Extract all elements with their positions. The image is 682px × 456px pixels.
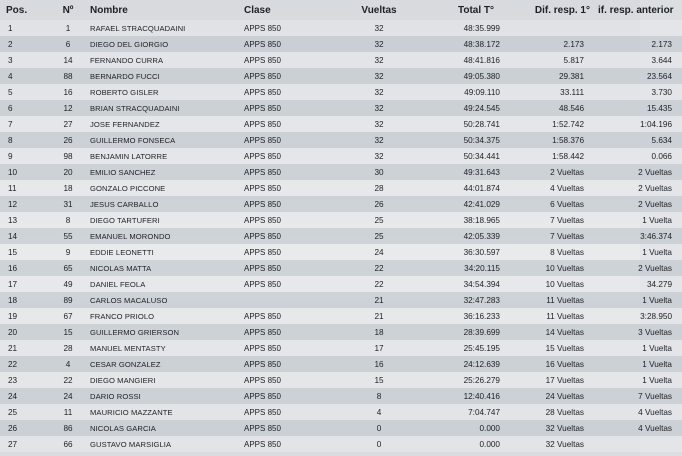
cell-diff-first: 16 Vueltas [508,356,592,372]
cell-class: APPS 850 [238,260,342,276]
cell-diff-first: 7 Vueltas [508,228,592,244]
cell-diff-previous: 4 Vueltas [592,420,682,436]
cell-class: APPS 850 [238,356,342,372]
cell-diff-first: 1:52.742 [508,116,592,132]
table-row [0,68,682,84]
cell-name: EMANUEL MORONDO [88,228,238,244]
header-diff-previous: if. resp. anterior [598,4,674,16]
cell-name: DANIEL FEOLA [88,276,238,292]
cell-number: 27 [48,116,88,132]
table-row [0,84,682,100]
cell-laps: 32 [342,68,416,84]
cell-diff-previous: 1 Vuelta [592,244,682,260]
cell-diff-previous: 4 Vueltas [592,404,682,420]
table-row [0,36,682,52]
cell-diff-first: 1:58.442 [508,148,592,164]
cell-number: 49 [48,276,88,292]
table-row [0,148,682,164]
cell-name: JESUS CARBALLO [88,196,238,212]
table-row [0,340,682,356]
cell-diff-previous: 3:28.950 [592,308,682,324]
cell-diff-previous: 2.173 [592,36,682,52]
cell-total-time: 42:05.339 [416,228,508,244]
cell-class: APPS 850 [238,436,342,452]
cell-diff-previous: 0.066 [592,148,682,164]
cell-number: 66 [48,436,88,452]
cell-laps: 24 [342,244,416,260]
cell-diff-previous: 3.644 [592,52,682,68]
cell-diff-first: 28 Vueltas [508,404,592,420]
cell-class: APPS 850 [238,228,342,244]
cell-diff-previous: 2 Vueltas [592,180,682,196]
table-row [0,100,682,116]
cell-number: 98 [48,148,88,164]
cell-pos: 9 [0,148,48,164]
header-pos: Pos. [6,4,28,16]
cell-class: APPS 850 [238,196,342,212]
cell-diff-previous: 2 Vueltas [592,260,682,276]
cell-diff-first: 7 Vueltas [508,212,592,228]
cell-diff-first: 15 Vueltas [508,340,592,356]
cell-name: JOSE FERNANDEZ [88,116,238,132]
cell-total-time: 25:45.195 [416,340,508,356]
cell-total-time: 0.000 [416,436,508,452]
cell-laps: 25 [342,212,416,228]
cell-pos: 6 [0,100,48,116]
table-row [0,212,682,228]
cell-diff-previous: 2 Vueltas [592,164,682,180]
cell-pos: 20 [0,324,48,340]
cell-pos: 22 [0,356,48,372]
cell-diff-first: 29.381 [508,68,592,84]
cell-name: GUILLERMO FONSECA [88,132,238,148]
cell-laps: 32 [342,100,416,116]
cell-name: DIEGO TARTUFERI [88,212,238,228]
cell-class: APPS 850 [238,324,342,340]
table-row [0,436,682,452]
cell-diff-previous [592,20,682,36]
cell-pos: 25 [0,404,48,420]
cell-pos: 15 [0,244,48,260]
header-laps: Vueltas [361,4,397,16]
cell-diff-previous: 1 Vuelta [592,340,682,356]
cell-pos: 17 [0,276,48,292]
table-row [0,180,682,196]
cell-total-time: 48:35.999 [416,20,508,36]
cell-total-time: 34:20.115 [416,260,508,276]
cell-diff-first: 11 Vueltas [508,292,592,308]
cell-laps: 0 [342,436,416,452]
cell-number: 22 [48,372,88,388]
cell-number: 31 [48,196,88,212]
table-row [0,372,682,388]
cell-number: 20 [48,164,88,180]
cell-class: APPS 850 [238,20,342,36]
cell-diff-previous: 15.435 [592,100,682,116]
cell-diff-first: 10 Vueltas [508,260,592,276]
table-row [0,196,682,212]
cell-name: DIEGO MANGIERI [88,372,238,388]
cell-laps: 28 [342,180,416,196]
cell-name: DIEGO DEL GIORGIO [88,36,238,52]
cell-diff-first: 4 Vueltas [508,180,592,196]
cell-diff-first: 5.817 [508,52,592,68]
cell-total-time: 7:04.747 [416,404,508,420]
cell-name: MANUEL MENTASTY [88,340,238,356]
cell-number: 89 [48,292,88,308]
table-header [0,0,682,20]
cell-pos: 19 [0,308,48,324]
cell-pos: 11 [0,180,48,196]
cell-number: 15 [48,324,88,340]
cell-laps: 32 [342,84,416,100]
cell-laps: 15 [342,372,416,388]
table-row [0,356,682,372]
table-row [0,20,682,36]
cell-number: 86 [48,420,88,436]
table-row [0,132,682,148]
cell-pos: 5 [0,84,48,100]
cell-name: BRIAN STRACQUADAINI [88,100,238,116]
cell-number: 18 [48,180,88,196]
cell-diff-first: 33.111 [508,84,592,100]
cell-name: GUSTAVO MARSIGLIA [88,436,238,452]
cell-number: 55 [48,228,88,244]
cell-name: NICOLAS GARCIA [88,420,238,436]
table-row [0,164,682,180]
cell-name: GUILLERMO GRIERSON [88,324,238,340]
cell-pos: 2 [0,36,48,52]
cell-class: APPS 850 [238,52,342,68]
cell-diff-previous: 7 Vueltas [592,388,682,404]
cell-diff-first: 32 Vueltas [508,436,592,452]
cell-name: EDDIE LEONETTI [88,244,238,260]
cell-class: APPS 850 [238,372,342,388]
cell-pos: 23 [0,372,48,388]
cell-pos: 14 [0,228,48,244]
cell-total-time: 24:12.639 [416,356,508,372]
cell-diff-previous: 1 Vuelta [592,372,682,388]
cell-class: APPS 850 [238,36,342,52]
cell-diff-previous: 1 Vuelta [592,212,682,228]
cell-pos: 18 [0,292,48,308]
table-row [0,116,682,132]
cell-pos: 12 [0,196,48,212]
cell-total-time: 48:38.172 [416,36,508,52]
cell-diff-previous: 23.564 [592,68,682,84]
cell-name: NICOLAS MATTA [88,260,238,276]
header-row [0,0,682,20]
cell-pos: 13 [0,212,48,228]
cell-diff-first: 1:58.376 [508,132,592,148]
cell-class: APPS 850 [238,68,342,84]
cell-name: BERNARDO FUCCI [88,68,238,84]
cell-name: EMILIO SANCHEZ [88,164,238,180]
cell-total-time: 0.000 [416,420,508,436]
cell-name: MAURICIO MAZZANTE [88,404,238,420]
cell-total-time: 25:26.279 [416,372,508,388]
table-row [0,52,682,68]
cell-laps: 16 [342,356,416,372]
cell-laps: 21 [342,308,416,324]
table-row [0,276,682,292]
cell-name: BENJAMIN LATORRE [88,148,238,164]
cell-diff-first: 32 Vueltas [508,420,592,436]
cell-pos: 24 [0,388,48,404]
cell-total-time: 49:24.545 [416,100,508,116]
cell-laps: 32 [342,132,416,148]
cell-total-time: 50:34.441 [416,148,508,164]
cell-laps: 32 [342,52,416,68]
table-row [0,292,682,308]
cell-total-time: 34:54.394 [416,276,508,292]
cell-class: APPS 850 [238,388,342,404]
cell-total-time: 48:41.816 [416,52,508,68]
cell-number: 9 [48,244,88,260]
cell-class: APPS 850 [238,180,342,196]
cell-laps: 25 [342,228,416,244]
table-body [0,20,682,452]
cell-laps: 30 [342,164,416,180]
table-row [0,308,682,324]
cell-number: 24 [48,388,88,404]
cell-laps: 32 [342,36,416,52]
cell-diff-first [508,20,592,36]
cell-total-time: 49:05.380 [416,68,508,84]
cell-number: 14 [48,52,88,68]
cell-diff-first: 24 Vueltas [508,388,592,404]
cell-class: APPS 850 [238,116,342,132]
table-row [0,420,682,436]
cell-number: 4 [48,356,88,372]
cell-number: 12 [48,100,88,116]
cell-pos: 21 [0,340,48,356]
cell-diff-first: 11 Vueltas [508,308,592,324]
cell-diff-previous: 2 Vueltas [592,196,682,212]
cell-total-time: 12:40.416 [416,388,508,404]
cell-diff-previous: 34.279 [592,276,682,292]
cell-class: APPS 850 [238,340,342,356]
cell-pos: 27 [0,436,48,452]
cell-total-time: 28:39.699 [416,324,508,340]
cell-diff-previous: 1 Vuelta [592,356,682,372]
cell-diff-previous: 3:46.374 [592,228,682,244]
cell-laps: 8 [342,388,416,404]
cell-number: 11 [48,404,88,420]
cell-name: FERNANDO CURRA [88,52,238,68]
header-diff-first: Dif. resp. 1° [534,4,590,16]
header-class: Clase [244,4,271,16]
cell-number: 67 [48,308,88,324]
cell-pos: 7 [0,116,48,132]
cell-diff-first: 2.173 [508,36,592,52]
cell-laps: 18 [342,324,416,340]
cell-total-time: 38:18.965 [416,212,508,228]
cell-pos: 4 [0,68,48,84]
cell-number: 1 [48,20,88,36]
cell-diff-previous: 1 Vuelta [592,292,682,308]
cell-pos: 26 [0,420,48,436]
cell-total-time: 49:31.643 [416,164,508,180]
cell-total-time: 32:47.283 [416,292,508,308]
cell-diff-first: 6 Vueltas [508,196,592,212]
cell-diff-previous: 3 Vueltas [592,324,682,340]
cell-class: APPS 850 [238,212,342,228]
table-row [0,404,682,420]
cell-total-time: 36:30.597 [416,244,508,260]
cell-laps: 32 [342,148,416,164]
table-row [0,388,682,404]
cell-pos: 10 [0,164,48,180]
cell-pos: 3 [0,52,48,68]
cell-diff-first: 48.546 [508,100,592,116]
cell-laps: 21 [342,292,416,308]
cell-class: APPS 850 [238,100,342,116]
cell-number: 6 [48,36,88,52]
cell-class: APPS 850 [238,308,342,324]
cell-laps: 22 [342,260,416,276]
cell-number: 65 [48,260,88,276]
cell-name: ROBERTO GISLER [88,84,238,100]
cell-laps: 0 [342,420,416,436]
cell-name: DARIO ROSSI [88,388,238,404]
cell-diff-first: 8 Vueltas [508,244,592,260]
cell-class: APPS 850 [238,276,342,292]
cell-diff-previous: 1:04.196 [592,116,682,132]
cell-total-time: 44:01.874 [416,180,508,196]
cell-diff-previous: 5.634 [592,132,682,148]
cell-name: CARLOS MACALUSO [88,292,238,308]
cell-class: APPS 850 [238,84,342,100]
table-row [0,260,682,276]
cell-laps: 22 [342,276,416,292]
cell-name: CESAR GONZALEZ [88,356,238,372]
cell-diff-previous [592,436,682,452]
header-number: Nº [62,4,74,16]
cell-total-time: 49:09.110 [416,84,508,100]
cell-class: APPS 850 [238,148,342,164]
cell-class: APPS 850 [238,404,342,420]
cell-diff-first: 2 Vueltas [508,164,592,180]
header-name: Nombre [90,4,128,16]
cell-name: FRANCO PRIOLO [88,308,238,324]
cell-name: GONZALO PICCONE [88,180,238,196]
cell-number: 28 [48,340,88,356]
cell-diff-first: 14 Vueltas [508,324,592,340]
cell-diff-first: 17 Vueltas [508,372,592,388]
header-total-time: Total T° [457,4,494,16]
table-row [0,244,682,260]
cell-number: 26 [48,132,88,148]
cell-total-time: 42:41.029 [416,196,508,212]
cell-laps: 17 [342,340,416,356]
cell-laps: 4 [342,404,416,420]
cell-number: 88 [48,68,88,84]
cell-pos: 16 [0,260,48,276]
table-row [0,228,682,244]
cell-class: APPS 850 [238,420,342,436]
cell-class [238,292,342,308]
cell-diff-previous: 3.730 [592,84,682,100]
cell-name: RAFAEL STRACQUADAINI [88,20,238,36]
cell-class: APPS 850 [238,164,342,180]
table-row [0,324,682,340]
cell-laps: 32 [342,20,416,36]
cell-pos: 8 [0,132,48,148]
cell-laps: 26 [342,196,416,212]
cell-total-time: 50:34.375 [416,132,508,148]
cell-number: 16 [48,84,88,100]
cell-laps: 32 [342,116,416,132]
cell-diff-first: 10 Vueltas [508,276,592,292]
cell-class: APPS 850 [238,244,342,260]
cell-pos: 1 [0,20,48,36]
cell-number: 8 [48,212,88,228]
cell-total-time: 50:28.741 [416,116,508,132]
cell-total-time: 36:16.233 [416,308,508,324]
cell-class: APPS 850 [238,132,342,148]
